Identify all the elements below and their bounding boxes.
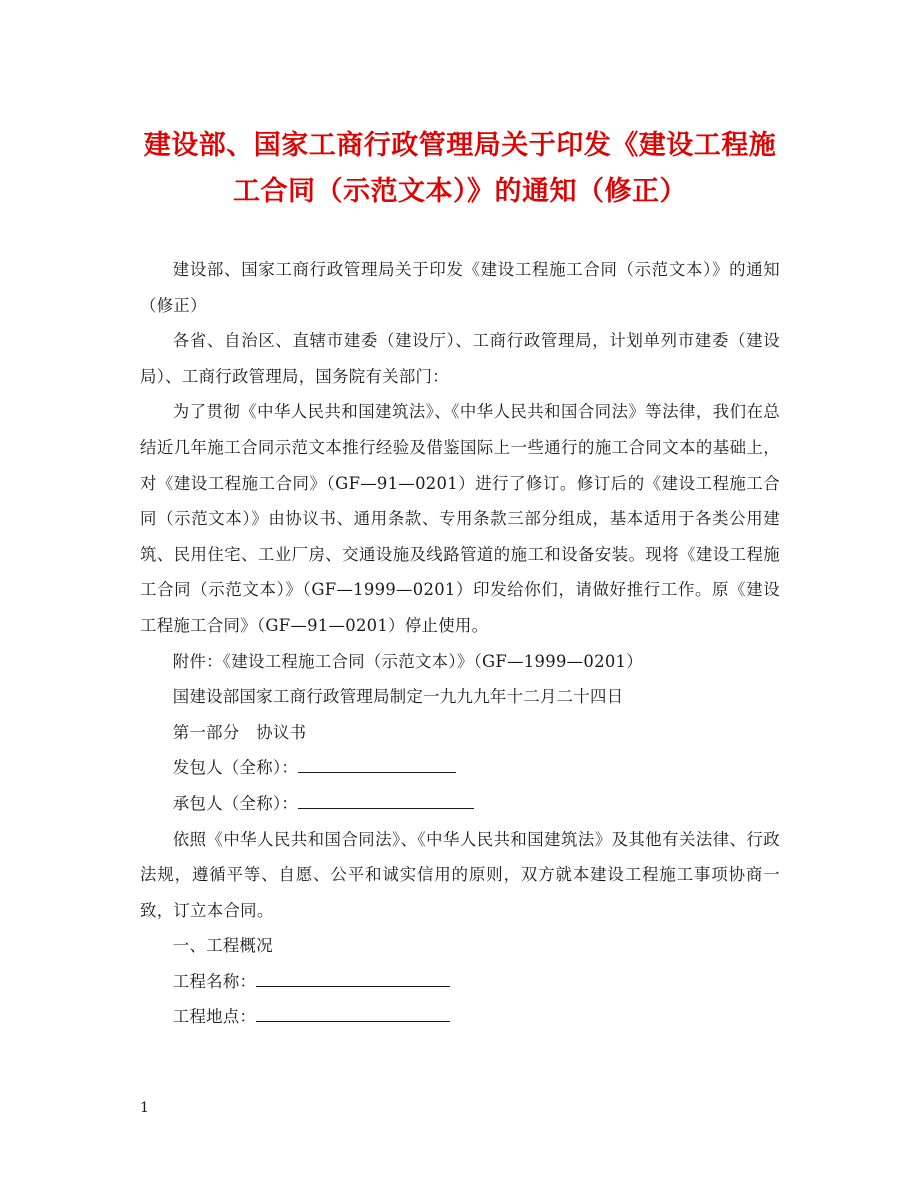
employer-blank-line [298,754,456,773]
paragraph-main: 为了贯彻《中华人民共和国建筑法》、《中华人民共和国合同法》等法律，我们在总结近几年施工合同示范文本推行经验及借鉴国际上一些通行的施工合同文本的基础上，对《建设工程施工合同》（GF—91—0201）进行了修订。修订后的《建设工程施工合同（示范文本）》由协议书、通用条款、专用条款三部分组成，基本适用于各类公用建筑、民用住宅、工业厂房、交通设施及线路管道的施工和设备安装。现将《建设工程施工合同（示范文本）》（GF—1999—0201）印发给你们，请做好推行工作。原《建设工程施工合同》（GF—91—0201）停止使用。 [140,402,780,635]
project-location-row [140,999,780,1035]
project-name-label: 工程名称： [172,971,257,991]
section-project-overview: 一、工程概况 [172,936,273,956]
project-name-row [140,964,780,1000]
contractor-blank-line [298,790,474,809]
page-number: 1 [140,1100,149,1116]
paragraph-agreement: 依照《中华人民共和国合同法》、《中华人民共和国建筑法》及其他有关法律、行政法规，遵循平等、自愿、公平和诚实信用的原则，双方就本建设工程施工事项协商一致，订立本合同。 [140,829,780,920]
document-body [140,252,780,1035]
document-title [120,123,800,215]
project-location-label: 工程地点： [172,1007,257,1027]
paragraph-attachment: 附件：《建设工程施工合同（示范文本）》（GF—1999—0201） [172,651,643,671]
employer-label: 发包人（全称）： [172,758,299,778]
paragraph-part-one: 第一部分 协议书 [172,722,307,742]
paragraph-heading: 建设部、国家工商行政管理局关于印发《建设工程施工合同（示范文本）》的通知（修正） [140,260,780,315]
title-line-2: 工合同（示范文本）》的通知（修正） [233,176,687,207]
paragraph-addressees: 各省、自治区、直辖市建委（建设厅）、工商行政管理局，计划单列市建委（建设局）、工商行政管理局，国务院有关部门： [140,331,780,386]
project-name-blank-line [256,968,450,987]
contractor-field-row [140,786,780,822]
paragraph-issuer-date: 国建设部国家工商行政管理局制定一九九九年十二月二十四日 [172,687,624,707]
employer-field-row [140,750,780,786]
project-location-blank-line [256,1003,450,1022]
title-line-1: 建设部、国家工商行政管理局关于印发《建设工程施 [143,130,777,161]
contractor-label: 承包人（全称）： [172,793,299,813]
